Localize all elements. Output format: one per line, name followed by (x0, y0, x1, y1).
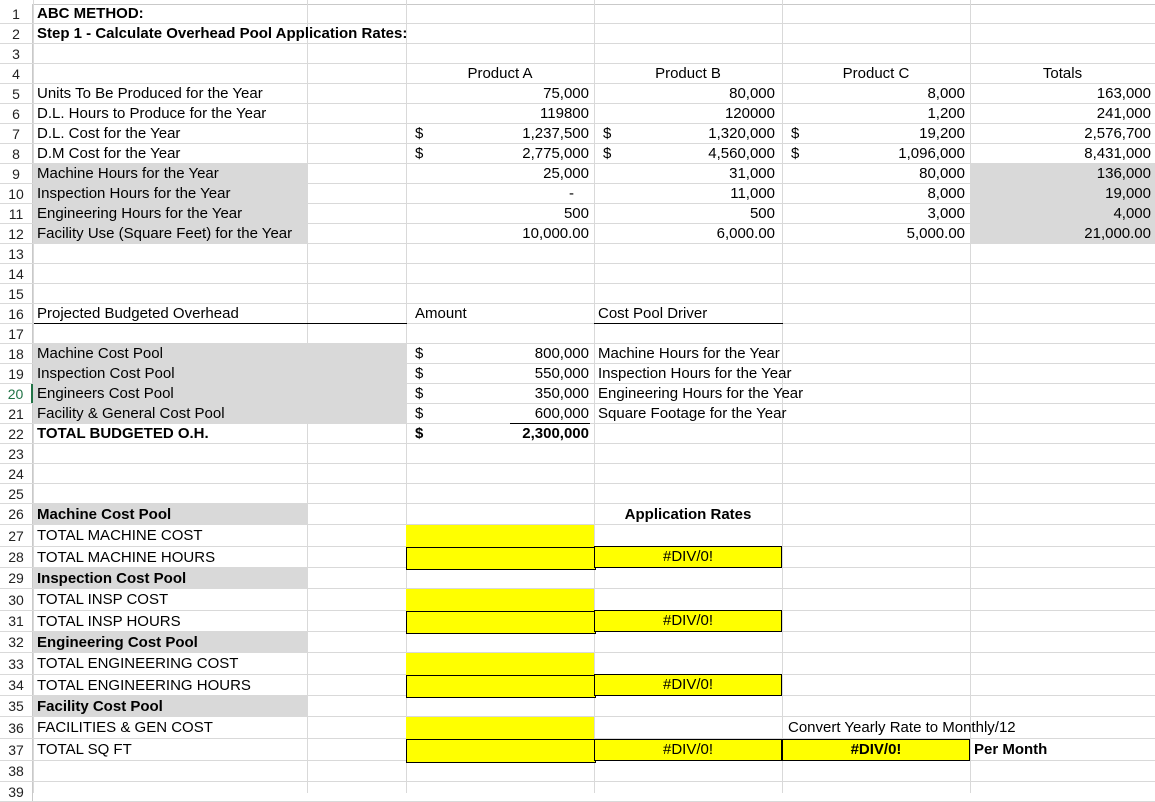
row-header[interactable]: 29 (0, 568, 33, 589)
cell-product-b[interactable]: 6,000.00 (716, 225, 775, 242)
header-totals: Totals (1042, 65, 1083, 82)
currency-symbol: $ (415, 425, 424, 442)
machine-hours-input[interactable] (406, 547, 596, 570)
pool-driver: Inspection Hours for the Year (598, 365, 792, 382)
insp-hours-label: TOTAL INSP HOURS (37, 613, 181, 630)
currency-symbol: $ (415, 385, 424, 402)
cell-product-c[interactable]: 1,096,000 (898, 145, 965, 162)
sheet-row (0, 782, 1155, 802)
row-header[interactable]: 32 (0, 632, 33, 653)
row-label: D.L. Cost for the Year (37, 125, 181, 142)
monthly-rate-cell[interactable]: #DIV/0! (782, 739, 970, 761)
overhead-underline (34, 304, 407, 324)
row-header[interactable]: 34 (0, 675, 33, 696)
currency-symbol: $ (791, 145, 800, 162)
pool-amount[interactable]: 800,000 (534, 345, 589, 362)
fac-pool-label: Facility Cost Pool (37, 698, 163, 715)
fac-cost-input[interactable] (406, 717, 594, 739)
row-header[interactable]: 23 (0, 444, 33, 464)
machine-rate-cell[interactable]: #DIV/0! (594, 546, 782, 568)
eng-hours-input[interactable] (406, 675, 596, 698)
cell-total[interactable]: 2,576,700 (1084, 125, 1151, 142)
cell-product-a[interactable]: 1,237,500 (522, 125, 589, 142)
currency-symbol: $ (415, 345, 424, 362)
pool-label: Machine Cost Pool (37, 345, 163, 362)
machine-cost-input[interactable] (406, 525, 594, 547)
cell-product-b[interactable]: 500 (749, 205, 775, 222)
currency-symbol: $ (603, 145, 612, 162)
pool-label: Facility & General Cost Pool (37, 405, 225, 422)
cell-product-b[interactable]: 80,000 (729, 85, 775, 102)
row-header[interactable]: 2 (0, 24, 33, 44)
row-label: Engineering Hours for the Year (37, 205, 243, 222)
cell-product-c[interactable]: 3,000 (927, 205, 965, 222)
machine-pool-label: Machine Cost Pool (37, 506, 172, 523)
cell-product-c[interactable]: 19,200 (919, 125, 965, 142)
insp-rate-cell[interactable]: #DIV/0! (594, 610, 782, 632)
row-header[interactable]: 33 (0, 653, 33, 675)
cell-product-c[interactable]: 5,000.00 (906, 225, 965, 242)
sheet-row (0, 464, 1155, 484)
cell-product-b[interactable]: 4,560,000 (708, 145, 775, 162)
total-overhead-label: TOTAL BUDGETED O.H. (37, 425, 209, 442)
insp-hours-input[interactable] (406, 611, 596, 634)
step-heading: Step 1 - Calculate Overhead Pool Application Rates: (37, 25, 408, 42)
row-header[interactable]: 20 (0, 384, 33, 404)
cell-product-b[interactable]: 1,320,000 (708, 125, 775, 142)
row-label: Machine Hours for the Year (37, 165, 219, 182)
sheet-title: ABC METHOD: (37, 5, 144, 22)
row-header[interactable]: 25 (0, 484, 33, 504)
cell-total[interactable]: 19,000 (1105, 185, 1151, 202)
pool-label: Inspection Cost Pool (37, 365, 175, 382)
pool-driver: Machine Hours for the Year (598, 345, 780, 362)
row-header[interactable]: 5 (0, 84, 33, 104)
row-label: D.L. Hours to Produce for the Year (37, 105, 267, 122)
row-header[interactable]: 13 (0, 244, 33, 264)
pool-amount[interactable]: 600,000 (534, 405, 589, 422)
currency-symbol: $ (415, 405, 424, 422)
cell-product-a[interactable]: 2,775,000 (522, 145, 589, 162)
application-rates-header: Application Rates (624, 506, 752, 523)
row-header[interactable]: 27 (0, 525, 33, 547)
row-header[interactable]: 30 (0, 589, 33, 611)
row-label: D.M Cost for the Year (37, 145, 181, 162)
insp-cost-label: TOTAL INSP COST (37, 591, 169, 608)
row-label: Facility Use (Square Feet) for the Year (37, 225, 293, 242)
sheet-row (0, 284, 1155, 304)
row-header[interactable]: 24 (0, 464, 33, 484)
cell-product-c[interactable]: 80,000 (919, 165, 965, 182)
row-header[interactable]: 6 (0, 104, 33, 124)
cell-total[interactable]: 136,000 (1096, 165, 1151, 182)
cell-product-a[interactable]: 75,000 (543, 85, 589, 102)
cell-product-b[interactable]: 120000 (724, 105, 775, 122)
row-header[interactable]: 9 (0, 164, 33, 184)
row-header[interactable]: 17 (0, 324, 33, 344)
sheet-row (0, 444, 1155, 464)
row-header[interactable]: 1 (0, 4, 33, 24)
row-header[interactable]: 3 (0, 44, 33, 64)
eng-rate-cell[interactable]: #DIV/0! (594, 674, 782, 696)
cell-product-b[interactable]: 31,000 (729, 165, 775, 182)
eng-pool-label: Engineering Cost Pool (37, 634, 198, 651)
overhead-label: Projected Budgeted Overhead (37, 305, 239, 322)
cell-total[interactable]: 163,000 (1096, 85, 1151, 102)
cell-total[interactable]: 241,000 (1096, 105, 1151, 122)
row-header[interactable]: 22 (0, 424, 33, 444)
row-header[interactable]: 7 (0, 124, 33, 144)
pool-label: Engineers Cost Pool (37, 385, 174, 402)
cell-total[interactable]: 4,000 (1113, 205, 1151, 222)
sheet-row (0, 264, 1155, 284)
cell-product-c[interactable]: 1,200 (927, 105, 965, 122)
header-product-a: Product A (467, 65, 533, 82)
sheet-row (0, 324, 1155, 344)
pool-driver: Square Footage for the Year (598, 405, 787, 422)
machine-cost-label: TOTAL MACHINE COST (37, 527, 203, 544)
row-header[interactable]: 10 (0, 184, 33, 204)
row-header[interactable]: 38 (0, 761, 33, 782)
row-header[interactable]: 35 (0, 696, 33, 717)
row-label: Units To Be Produced for the Year (37, 85, 263, 102)
cell-product-c[interactable]: 8,000 (927, 85, 965, 102)
total-overhead-amount[interactable]: 2,300,000 (522, 425, 589, 442)
sheet-row (0, 484, 1155, 504)
row-header[interactable]: 11 (0, 204, 33, 224)
currency-symbol: $ (791, 125, 800, 142)
insp-pool-label: Inspection Cost Pool (37, 570, 187, 587)
row-header[interactable]: 4 (0, 64, 33, 84)
row-header[interactable]: 28 (0, 547, 33, 568)
machine-hours-label: TOTAL MACHINE HOURS (37, 549, 216, 566)
row-header[interactable]: 12 (0, 224, 33, 244)
cell-product-a[interactable]: - (569, 185, 574, 202)
sheet-row (0, 244, 1155, 264)
convert-label: Convert Yearly Rate to Monthly/12 (788, 719, 1016, 736)
pool-amount[interactable]: 550,000 (534, 365, 589, 382)
cell-total[interactable]: 21,000.00 (1084, 225, 1151, 242)
row-header[interactable]: 19 (0, 364, 33, 384)
row-header[interactable]: 8 (0, 144, 33, 164)
cell-product-a[interactable]: 25,000 (543, 165, 589, 182)
pool-driver: Engineering Hours for the Year (598, 385, 804, 402)
amount-header: Amount (415, 305, 467, 322)
row-header[interactable]: 18 (0, 344, 33, 364)
fac-cost-label: FACILITIES & GEN COST (37, 719, 213, 736)
cell-product-a[interactable]: 10,000.00 (522, 225, 589, 242)
header-product-c: Product C (842, 65, 910, 82)
row-header[interactable]: 14 (0, 264, 33, 284)
row-header[interactable]: 31 (0, 611, 33, 632)
cell-product-b[interactable]: 11,000 (730, 185, 775, 202)
row-header[interactable]: 21 (0, 404, 33, 424)
fac-rate-cell[interactable]: #DIV/0! (594, 739, 782, 761)
currency-symbol: $ (415, 125, 424, 142)
pool-amount[interactable]: 350,000 (534, 385, 589, 402)
cell-product-c[interactable]: 8,000 (927, 185, 965, 202)
sheet-row (0, 761, 1155, 782)
sheet-row (0, 44, 1155, 64)
header-product-b: Product B (655, 65, 721, 82)
total-rule (510, 423, 590, 424)
fac-sqft-input[interactable] (406, 739, 596, 763)
currency-symbol: $ (603, 125, 612, 142)
fac-sqft-label: TOTAL SQ FT (37, 741, 132, 758)
row-label: Inspection Hours for the Year (37, 185, 231, 202)
cell-total[interactable]: 8,431,000 (1084, 145, 1151, 162)
per-month-label: Per Month (974, 741, 1048, 758)
driver-header: Cost Pool Driver (598, 305, 708, 322)
cell-product-a[interactable]: 500 (563, 205, 589, 222)
row-header[interactable]: 26 (0, 504, 33, 525)
currency-symbol: $ (415, 145, 424, 162)
row-header[interactable]: 37 (0, 739, 33, 761)
eng-hours-label: TOTAL ENGINEERING HOURS (37, 677, 251, 694)
cell-product-a[interactable]: 119800 (540, 105, 589, 122)
row-header[interactable]: 16 (0, 304, 33, 324)
row-header[interactable]: 36 (0, 717, 33, 739)
insp-cost-input[interactable] (406, 589, 594, 611)
currency-symbol: $ (415, 365, 424, 382)
eng-cost-input[interactable] (406, 653, 594, 675)
eng-cost-label: TOTAL ENGINEERING COST (37, 655, 239, 672)
row-header[interactable]: 15 (0, 284, 33, 304)
row-header[interactable]: 39 (0, 782, 33, 802)
